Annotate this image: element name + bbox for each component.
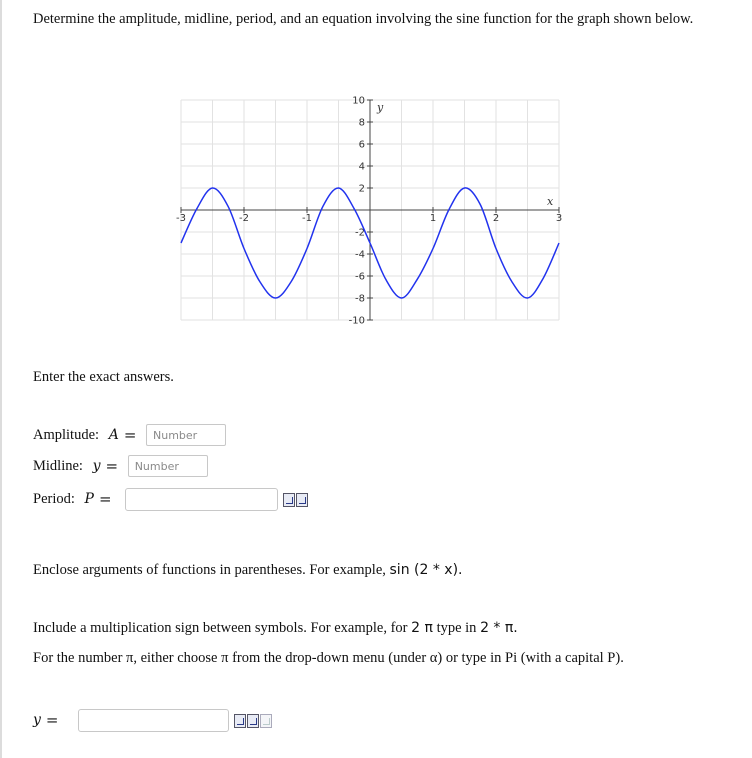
y-axis-label: y: [377, 101, 384, 114]
x-tick-label: 3: [555, 213, 563, 224]
y-tick-label: -8: [355, 293, 365, 305]
instruction-multiplication: [33, 620, 518, 637]
left-border: [0, 0, 2, 758]
amplitude-input[interactable]: [146, 424, 226, 446]
graph-axes: [181, 100, 559, 320]
midline-label: Midline:: [33, 457, 83, 474]
midline-row: [33, 455, 208, 477]
equals-sign: =: [45, 711, 59, 729]
y-tick-label: -6: [355, 271, 365, 283]
midline-input[interactable]: [128, 455, 208, 477]
y-tick-label: -10: [348, 315, 365, 327]
instruction-multiplication-example: 2 * π.: [480, 620, 518, 636]
period-row: [33, 490, 118, 508]
instruction-multiplication-after: type in: [436, 620, 477, 636]
instruction-multiplication-text: Include a multiplication sign between symbols. For example, for: [33, 620, 408, 636]
equation-row: [33, 711, 65, 729]
instruction-multiplication-expr: 2 π: [411, 620, 433, 636]
period-var: P: [84, 491, 94, 507]
y-tick-label: 8: [358, 117, 365, 129]
amplitude-row: [33, 424, 226, 446]
instruction-parentheses-example: sin (2 * x).: [389, 562, 463, 578]
x-tick-label: 1: [429, 213, 437, 224]
graph-tick-labels: [176, 96, 562, 327]
preview-icon[interactable]: [296, 493, 308, 507]
y-tick-label: 2: [358, 183, 365, 195]
y-tick-label: 4: [358, 161, 365, 173]
y-tick-label: 6: [358, 139, 365, 151]
equals-sign: =: [105, 457, 119, 475]
y-tick-label: 10: [352, 96, 365, 107]
y-tick-label: -2: [355, 227, 365, 239]
equation-math-input[interactable]: [78, 709, 229, 732]
amplitude-var: A: [108, 427, 119, 443]
instruction-parentheses: [33, 562, 463, 579]
instruction-parentheses-text: Enclose arguments of functions in parentheses. For example,: [33, 562, 386, 578]
x-tick-label: -3: [176, 213, 186, 224]
x-axis-label: x: [547, 195, 554, 208]
x-tick-label: -2: [239, 213, 249, 224]
midline-var: y: [92, 458, 101, 474]
y-tick-label: -4: [355, 249, 365, 261]
amplitude-label: Amplitude:: [33, 426, 100, 443]
equation-editor-icon[interactable]: [234, 714, 246, 728]
x-tick-label: 2: [492, 213, 500, 224]
equation-var: y: [33, 712, 41, 728]
equals-sign: =: [98, 490, 112, 508]
period-math-input[interactable]: [125, 488, 278, 511]
help-icon[interactable]: [260, 714, 272, 728]
period-label: Period:: [33, 490, 75, 507]
equation-editor-icon[interactable]: [283, 493, 295, 507]
question-intro: Determine the amplitude, midline, period, and an equation involving the sine function for the graph shown below.: [33, 11, 694, 27]
x-tick-label: -1: [302, 213, 312, 224]
preview-icon[interactable]: [247, 714, 259, 728]
instruction-pi: For the number π, either choose π from the drop-down menu (under α) or type in Pi (with a capital P).: [33, 650, 624, 666]
equals-sign: =: [123, 426, 137, 444]
sine-graph: [170, 96, 570, 331]
enter-exact-instruction: Enter the exact answers.: [33, 369, 174, 385]
